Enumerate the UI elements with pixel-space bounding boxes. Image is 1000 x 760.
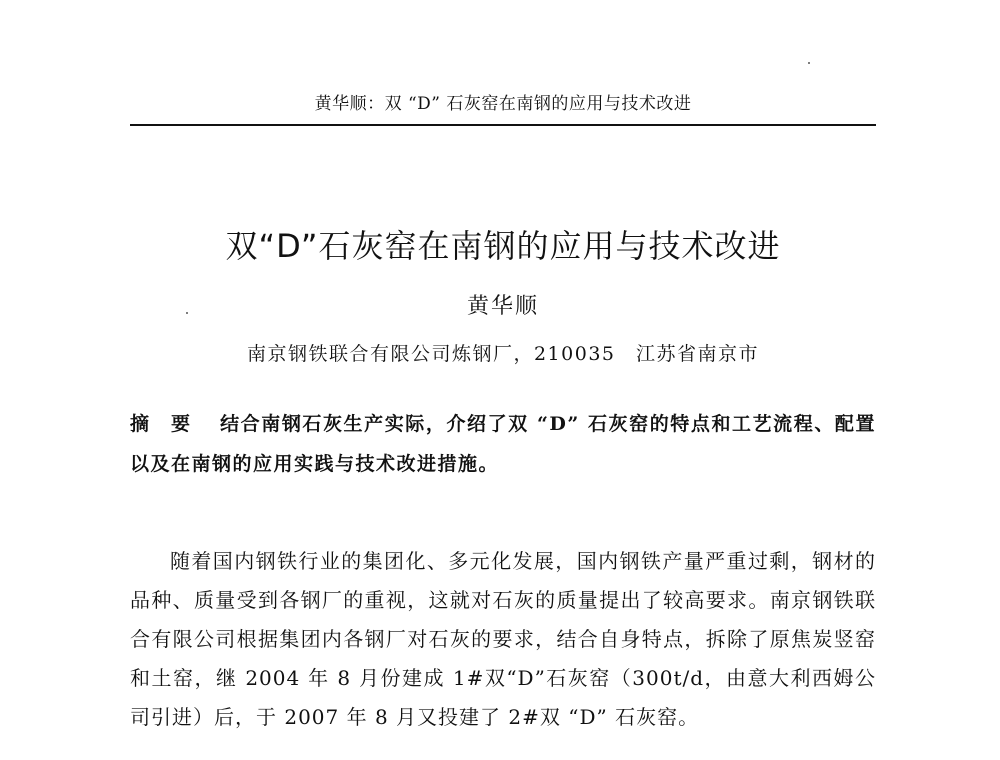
- body-paragraph: 随着国内钢铁行业的集团化、多元化发展，国内钢铁产量严重过剩，钢材的品种、质量受到各钢厂的重视，这就对石灰的质量提出了较高要求。南京钢铁联合有限公司根据集团内各钢厂对石灰的要求，结合自身特点，拆除了原焦炭竖窑和土窑，继 2004 年 8 月份建成 1#双“D”石灰窑（300t/d，由意大利西姆公司引进）后，于 2007 年 8 月又投建了 2#双 “D” 石灰窑。: [130, 549, 876, 729]
- paper-title: 双“D”石灰窑在南钢的应用与技术改进: [225, 227, 781, 265]
- author-affiliation: 南京钢铁联合有限公司炼钢厂，210035 江苏省南京市: [246, 343, 760, 365]
- abstract-text: 结合南钢石灰生产实际，介绍了双 “D” 石灰窑的特点和工艺流程、配置以及在南钢的应用实践与技术改进措施。: [130, 413, 876, 475]
- scan-speck: [186, 312, 188, 314]
- author-name: 黄华顺: [466, 294, 539, 319]
- abstract: [130, 404, 876, 484]
- abstract-label: 摘要: [130, 413, 213, 435]
- scan-speck: [808, 62, 810, 64]
- header-rule: [130, 124, 876, 126]
- running-header: 黄华顺：双 “D” 石灰窑在南钢的应用与技术改进: [314, 94, 692, 114]
